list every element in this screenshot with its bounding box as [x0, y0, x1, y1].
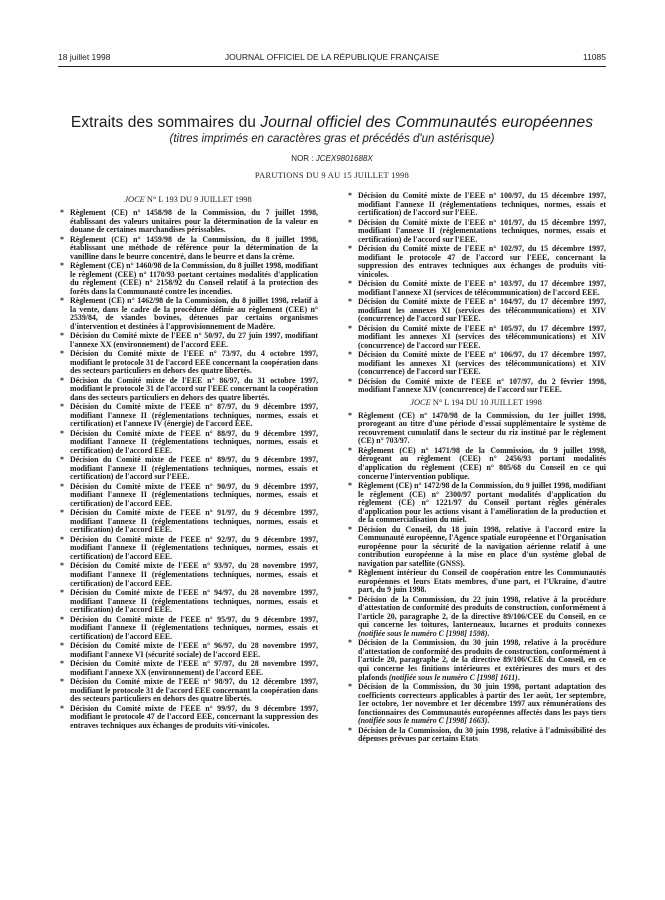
- asterisk-bullet-icon: *: [60, 641, 64, 651]
- asterisk-bullet-icon: *: [60, 481, 64, 491]
- page-subtitle: (titres imprimés en caractères gras et précédés d'un astérisque): [169, 133, 495, 145]
- asterisk-bullet-icon: *: [348, 297, 352, 307]
- list-item: [346, 325, 606, 351]
- entry-text: Décision du Comité mixte de l'EEE n° 98/97, du 12 décembre 1997, modifiant le protocole 31 de l'accord EEE concernant la coopération dans des secteurs particuliers en dehors des quatre libertés.: [70, 677, 318, 704]
- entry-list: [58, 209, 318, 730]
- nor-value: JCEX9801688X: [315, 154, 373, 163]
- section-rest: N° L 194 DU 10 JUILLET 1998: [430, 397, 542, 407]
- asterisk-bullet-icon: *: [348, 480, 352, 490]
- section-heading-l193: [58, 194, 318, 205]
- entry-text: Règlement intérieur du Conseil de coopération entre les Communautés européennes et leurs Etats membres, d'une part, et l'Ukraine, d'autre part, du 9 juin 1998.: [358, 568, 606, 595]
- entry-end: .: [487, 628, 490, 638]
- entry-end: .: [487, 716, 490, 726]
- list-item: [346, 192, 606, 218]
- asterisk-bullet-icon: *: [60, 614, 64, 624]
- entry-text: Décision du Comité mixte de l'EEE n° 73/97, du 4 octobre 1997, modifiant le protocole 31 de l'accord EEE concernant la coopération dans des secteurs particuliers en dehors des quatre libertés.: [70, 349, 318, 376]
- list-item: [346, 245, 606, 279]
- list-item: [58, 483, 318, 509]
- entry-text: Décision du Comité mixte de l'EEE n° 87/97, du 9 décembre 1997, modifiant l'annexe II (réglementations techniques, normes, essais et certification) et l'annexe IV (énergie) de l'accord EEE.: [70, 402, 318, 429]
- entry-text: Décision du Comité mixte de l'EEE n° 107/97, du 2 février 1998, modifiant l'annexe XIV (concurrence) de l'accord sur l'EEE.: [358, 376, 606, 395]
- entry-text: Décision du Comité mixte de l'EEE n° 90/97, du 9 décembre 1997, modifiant l'annexe II (réglementations techniques, normes, essais et certification) de l'accord EEE.: [70, 481, 318, 508]
- asterisk-bullet-icon: *: [348, 524, 352, 534]
- entry-text: Décision du Comité mixte de l'EEE n° 92/97, du 9 décembre 1997, modifiant l'annexe II (réglementations techniques, normes, essais et certification) de l'accord EEE.: [70, 534, 318, 562]
- list-item: [58, 562, 318, 588]
- title-prefix: Extraits des sommaires du: [70, 114, 261, 131]
- asterisk-bullet-icon: *: [348, 410, 352, 420]
- entry-text: Règlement (CE) n° 1471/98 de la Commission, du 9 juillet 1998, dérogeant au règlement (CEE) n° 2456/93 portant modalités d'application du règlement (CEE) n° 805/68 du Conseil en ce qui concerne l'intervention publique.: [358, 445, 606, 481]
- entry-text: Décision du Comité mixte de l'EEE n° 105/97, du 17 décembre 1997, modifiant les annexes XI (services des télécommunications) et XIV (concurrence) de l'accord sur l'EEE.: [358, 323, 606, 350]
- asterisk-bullet-icon: *: [348, 568, 352, 578]
- list-item: [58, 236, 318, 262]
- header-rule: [58, 66, 606, 67]
- entry-text: Décision de la Commission, du 30 juin 1998, portant adaptation des coefficients correcteurs applicables à partir des 1er août, 1er septembre, 1er octobre, 1er novembre et 1er décembre 1997 aux rémunérations des fonctionnaires des Communautés européennes affectés dans les pays tiers: [358, 682, 606, 717]
- list-item: [58, 403, 318, 429]
- entry-end: .: [517, 672, 520, 682]
- title-italic: Journal officiel des Communautés européennes: [260, 114, 594, 131]
- list-item: [346, 219, 606, 245]
- asterisk-bullet-icon: *: [348, 725, 352, 735]
- entry-text: Règlement (CE) n° 1472/98 de la Commission, du 9 juillet 1998, modifiant le règlement (CE) n° 2300/97 portant modalités d'application du règlement (CE) n° 1221/97 du Conseil portant règles générales d'application pour les actions visant à l'amélioration de la production et de la commercialisation du miel.: [358, 480, 606, 525]
- asterisk-bullet-icon: *: [348, 279, 352, 289]
- list-item: [346, 727, 606, 744]
- list-item: [58, 456, 318, 482]
- asterisk-bullet-icon: *: [348, 217, 352, 227]
- entry-text: Décision du Comité mixte de l'EEE n° 101/97, du 15 décembre 1997, modifiant l'annexe II (réglementations techniques, normes, essais et certification) de l'accord sur l'EEE.: [358, 217, 606, 244]
- asterisk-bullet-icon: *: [60, 508, 64, 518]
- list-item: [58, 350, 318, 376]
- asterisk-bullet-icon: *: [60, 561, 64, 571]
- entry-text: Décision du Comité mixte de l'EEE n° 106/97, du 17 décembre 1997, modifiant les annexes XI (services des télécommunications) et XIV (concurrence) de l'accord sur l'EEE.: [358, 350, 606, 377]
- entry-text: Règlement (CE) n° 1470/98 de la Commission, du 1er juillet 1998, prorogeant au titre d'une période d'essai supplémentaire le système de recouvrement cumulatif dans le secteur du riz institué par le règlement (CE) n° 703/97.: [358, 410, 606, 446]
- list-item: [346, 378, 606, 395]
- list-item: [58, 297, 318, 331]
- entry-text: Décision du Comité mixte de l'EEE n° 93/97, du 28 novembre 1997, modifiant l'annexe II (réglementations techniques, normes, essais et certification) de l'accord EEE.: [70, 561, 318, 588]
- list-item: [346, 482, 606, 525]
- list-item: [58, 509, 318, 535]
- entry-list: [346, 412, 606, 595]
- list-item: [58, 430, 318, 456]
- list-item: [346, 526, 606, 569]
- asterisk-bullet-icon: *: [348, 594, 352, 604]
- asterisk-bullet-icon: *: [60, 349, 64, 359]
- asterisk-bullet-icon: *: [60, 402, 64, 412]
- entry-notification-note: (notifiée sous le numéro C [1998] 1663): [358, 716, 488, 726]
- asterisk-bullet-icon: *: [348, 638, 352, 648]
- entry-text: Règlement (CE) n° 1458/98 de la Commission, du 7 juillet 1998, établissant des valeurs unitaires pour la détermination de la valeur en douane de certaines marchandises périssables.: [70, 208, 318, 235]
- section-prefix: JOCE: [410, 397, 431, 407]
- entry-list: [346, 192, 606, 395]
- entry-text: Décision du Comité mixte de l'EEE n° 104/97, du 17 décembre 1997, modifiant les annexes XI (services des télécommunications) et XIV (concurrence) de l'accord sur l'EEE.: [358, 297, 606, 324]
- entry-text: Décision de la Commission, du 30 juin 1998, relative à la procédure d'attestation de conformité des produits de construction, conformément à l'article 20, paragraphe 2, de la directive 89/106/CEE du Conseil, en ce qui concerne les finitions intérieures et extérieures des murs et des plafonds: [358, 638, 606, 682]
- asterisk-bullet-icon: *: [60, 296, 64, 306]
- entry-text: Décision du Comité mixte de l'EEE n° 91/97, du 9 décembre 1997, modifiant l'annexe II (réglementations techniques, normes, essais et certification) de l'accord EEE.: [70, 508, 318, 535]
- section-prefix: JOCE: [124, 195, 145, 204]
- asterisk-bullet-icon: *: [60, 703, 64, 713]
- list-item: [58, 332, 318, 349]
- asterisk-bullet-icon: *: [60, 375, 64, 385]
- list-item: [58, 262, 318, 296]
- nor-label: NOR :: [291, 154, 316, 163]
- list-item: [346, 447, 606, 481]
- list-item: [58, 705, 318, 731]
- entry-text: Décision du Conseil, du 18 juin 1998, relative à l'accord entre la Communauté européenne, l'Agence spatiale européenne et l'Organisation européenne pour la sécurité de la navigation aérienne relatif à une contribution européenne à la mise en place d'un système global de navigation par satellite (GNSS).: [358, 524, 606, 568]
- header-page-number: 11085: [582, 52, 606, 62]
- entry-notification-note: (notifiée sous le numéro C [1998] 1611): [388, 672, 518, 682]
- entry-text: Décision du Comité mixte de l'EEE n° 94/97, du 28 novembre 1997, modifiant l'annexe II (réglementations techniques, normes, essais et certification) de l'accord EEE.: [70, 587, 318, 615]
- list-item: [58, 536, 318, 562]
- list-item: [58, 616, 318, 642]
- entry-text: Décision du Comité mixte de l'EEE n° 102/97, du 15 décembre 1997, modifiant le protocole 47 de l'accord sur l'EEE, concernant la suppression des entraves techniques aux échanges de produits viti-vinicoles.: [358, 244, 606, 279]
- list-item: [58, 642, 318, 659]
- list-item: [346, 639, 606, 682]
- page-header: [58, 52, 606, 66]
- asterisk-bullet-icon: *: [348, 376, 352, 386]
- list-item: [58, 660, 318, 677]
- entry-text: Décision du Comité mixte de l'EEE n° 86/97, du 31 octobre 1997, modifiant le protocole 31 de l'accord sur l'EEE concernant la coopération dans des secteurs particuliers en dehors des quatre libertés.: [70, 375, 318, 402]
- asterisk-bullet-icon: *: [60, 331, 64, 341]
- entry-text: Décision du Comité mixte de l'EEE n° 97/97, du 28 novembre 1997, modifiant l'annexe XX (environnement) de l'accord EEE.: [70, 659, 318, 677]
- entry-text: Décision de la Commission, du 22 juin 1998, relative à la procédure d'attestation de conformité des produits de construction, conformément à l'article 20, paragraphe 2, de la directive 89/106/CEE du Conseil, en ce qui concerne les toitures, lanterneaux, lucarnes et produits connexes: [358, 594, 606, 630]
- entry-text: Règlement (CE) n° 1460/98 de la Commission, du 8 juillet 1998, modifiant le règlement (CEE) n° 1170/93 portant certaines modalités d'application du règlement (CEE) n° 2158/92 du Conseil relatif à la protection des forêts dans la Communauté contre les incendies.: [70, 261, 318, 296]
- asterisk-bullet-icon: *: [348, 192, 352, 200]
- entry-text: Décision de la Commission, du 30 juin 1998, relative à l'admissibilité des dépenses prévues par certains Etats: [358, 725, 606, 744]
- parutions-heading: PARUTIONS DU 9 AU 15 JUILLET 1998: [254, 171, 410, 180]
- asterisk-bullet-icon: *: [60, 428, 64, 438]
- entry-text: Décision du Comité mixte de l'EEE n° 50/97, du 27 juin 1997, modifiant l'annexe XX (environnement) de l'accord EEE.: [70, 331, 318, 349]
- section-heading-l194: [346, 397, 606, 408]
- asterisk-bullet-icon: *: [348, 350, 352, 360]
- asterisk-bullet-icon: *: [60, 587, 64, 597]
- list-item: [346, 280, 606, 297]
- left-column: [58, 192, 318, 898]
- entry-text: Décision du Comité mixte de l'EEE n° 95/97, du 9 décembre 1997, modifiant l'annexe II (réglementations techniques, normes, essais et certification) de l'accord EEE.: [70, 614, 318, 641]
- list-item: [58, 209, 318, 235]
- entry-text: Règlement (CE) n° 1462/98 de la Commission, du 8 juillet 1998, relatif à la vente, dans le cadre de la procédure définie au règlement (CEE) n° 2539/84, de viandes bovines, détenues par certains organismes d'intervention et destinées à l'approvisionnement de Madère.: [70, 296, 318, 331]
- entry-text: Décision du Comité mixte de l'EEE n° 103/97, du 17 décembre 1997, modifiant l'annexe XI (services de télécommunication) de l'accord EEE.: [358, 279, 606, 297]
- asterisk-bullet-icon: *: [60, 534, 64, 544]
- asterisk-bullet-icon: *: [348, 445, 352, 455]
- asterisk-bullet-icon: *: [60, 208, 64, 217]
- header-date: 18 juillet 1998: [58, 52, 111, 62]
- entry-text: Décision du Comité mixte de l'EEE n° 88/97, du 9 décembre 1997, modifiant l'annexe II (réglementations techniques, normes, essais et certification) de l'accord EEE.: [70, 428, 318, 455]
- entry-text: Décision du Comité mixte de l'EEE n° 99/97, du 9 décembre 1997, modifiant le protocole 47 de l'accord EEE, concernant la suppression des entraves techniques aux échanges de produits viti-vinicoles.: [70, 703, 318, 730]
- section-rest: N° L 193 DU 9 JUILLET 1998: [144, 195, 252, 204]
- entry-text: Décision du Comité mixte de l'EEE n° 100/97, du 15 décembre 1997, modifiant l'annexe II (réglementations techniques, normes, essais et certification) de l'accord sur l'EEE.: [358, 192, 606, 218]
- asterisk-bullet-icon: *: [60, 659, 64, 669]
- asterisk-bullet-icon: *: [60, 234, 64, 244]
- entry-text: Règlement (CE) n° 1459/98 de la Commission, du 8 juillet 1998, établissant une méthode de référence pour la détermination de la vanilline dans le beurre concentré, dans le beurre et dans la crème.: [70, 234, 318, 261]
- nor-reference: [58, 154, 606, 163]
- list-item: [58, 589, 318, 615]
- asterisk-bullet-icon: *: [348, 244, 352, 254]
- entry-text: Décision du Comité mixte de l'EEE n° 96/97, du 28 novembre 1997, modifiant l'annexe VI (sécurité sociale) de l'accord EEE.: [70, 641, 318, 659]
- list-item: [346, 596, 606, 639]
- list-item: [346, 569, 606, 595]
- asterisk-bullet-icon: *: [60, 455, 64, 465]
- asterisk-bullet-icon: *: [60, 677, 64, 687]
- asterisk-bullet-icon: *: [348, 323, 352, 333]
- list-item: [58, 377, 318, 403]
- page-title: [58, 114, 606, 132]
- entry-notification-note: (notifiée sous le numéro C [1998] 1598): [358, 628, 488, 638]
- list-item: [346, 412, 606, 446]
- header-journal-title: JOURNAL OFFICIEL DE LA RÉPUBLIQUE FRANÇAISE: [224, 52, 440, 62]
- asterisk-bullet-icon: *: [348, 682, 352, 691]
- list-item: [58, 678, 318, 704]
- right-column: [346, 192, 606, 898]
- asterisk-bullet-icon: *: [60, 261, 64, 271]
- list-item: [346, 351, 606, 377]
- entry-text: Décision du Comité mixte de l'EEE n° 89/97, du 9 décembre 1997, modifiant l'annexe II (réglementations techniques, normes, essais et certification) de l'accord sur l'EEE.: [70, 455, 318, 482]
- entry-list: [346, 596, 606, 744]
- list-item: [346, 298, 606, 324]
- list-item: [346, 683, 606, 726]
